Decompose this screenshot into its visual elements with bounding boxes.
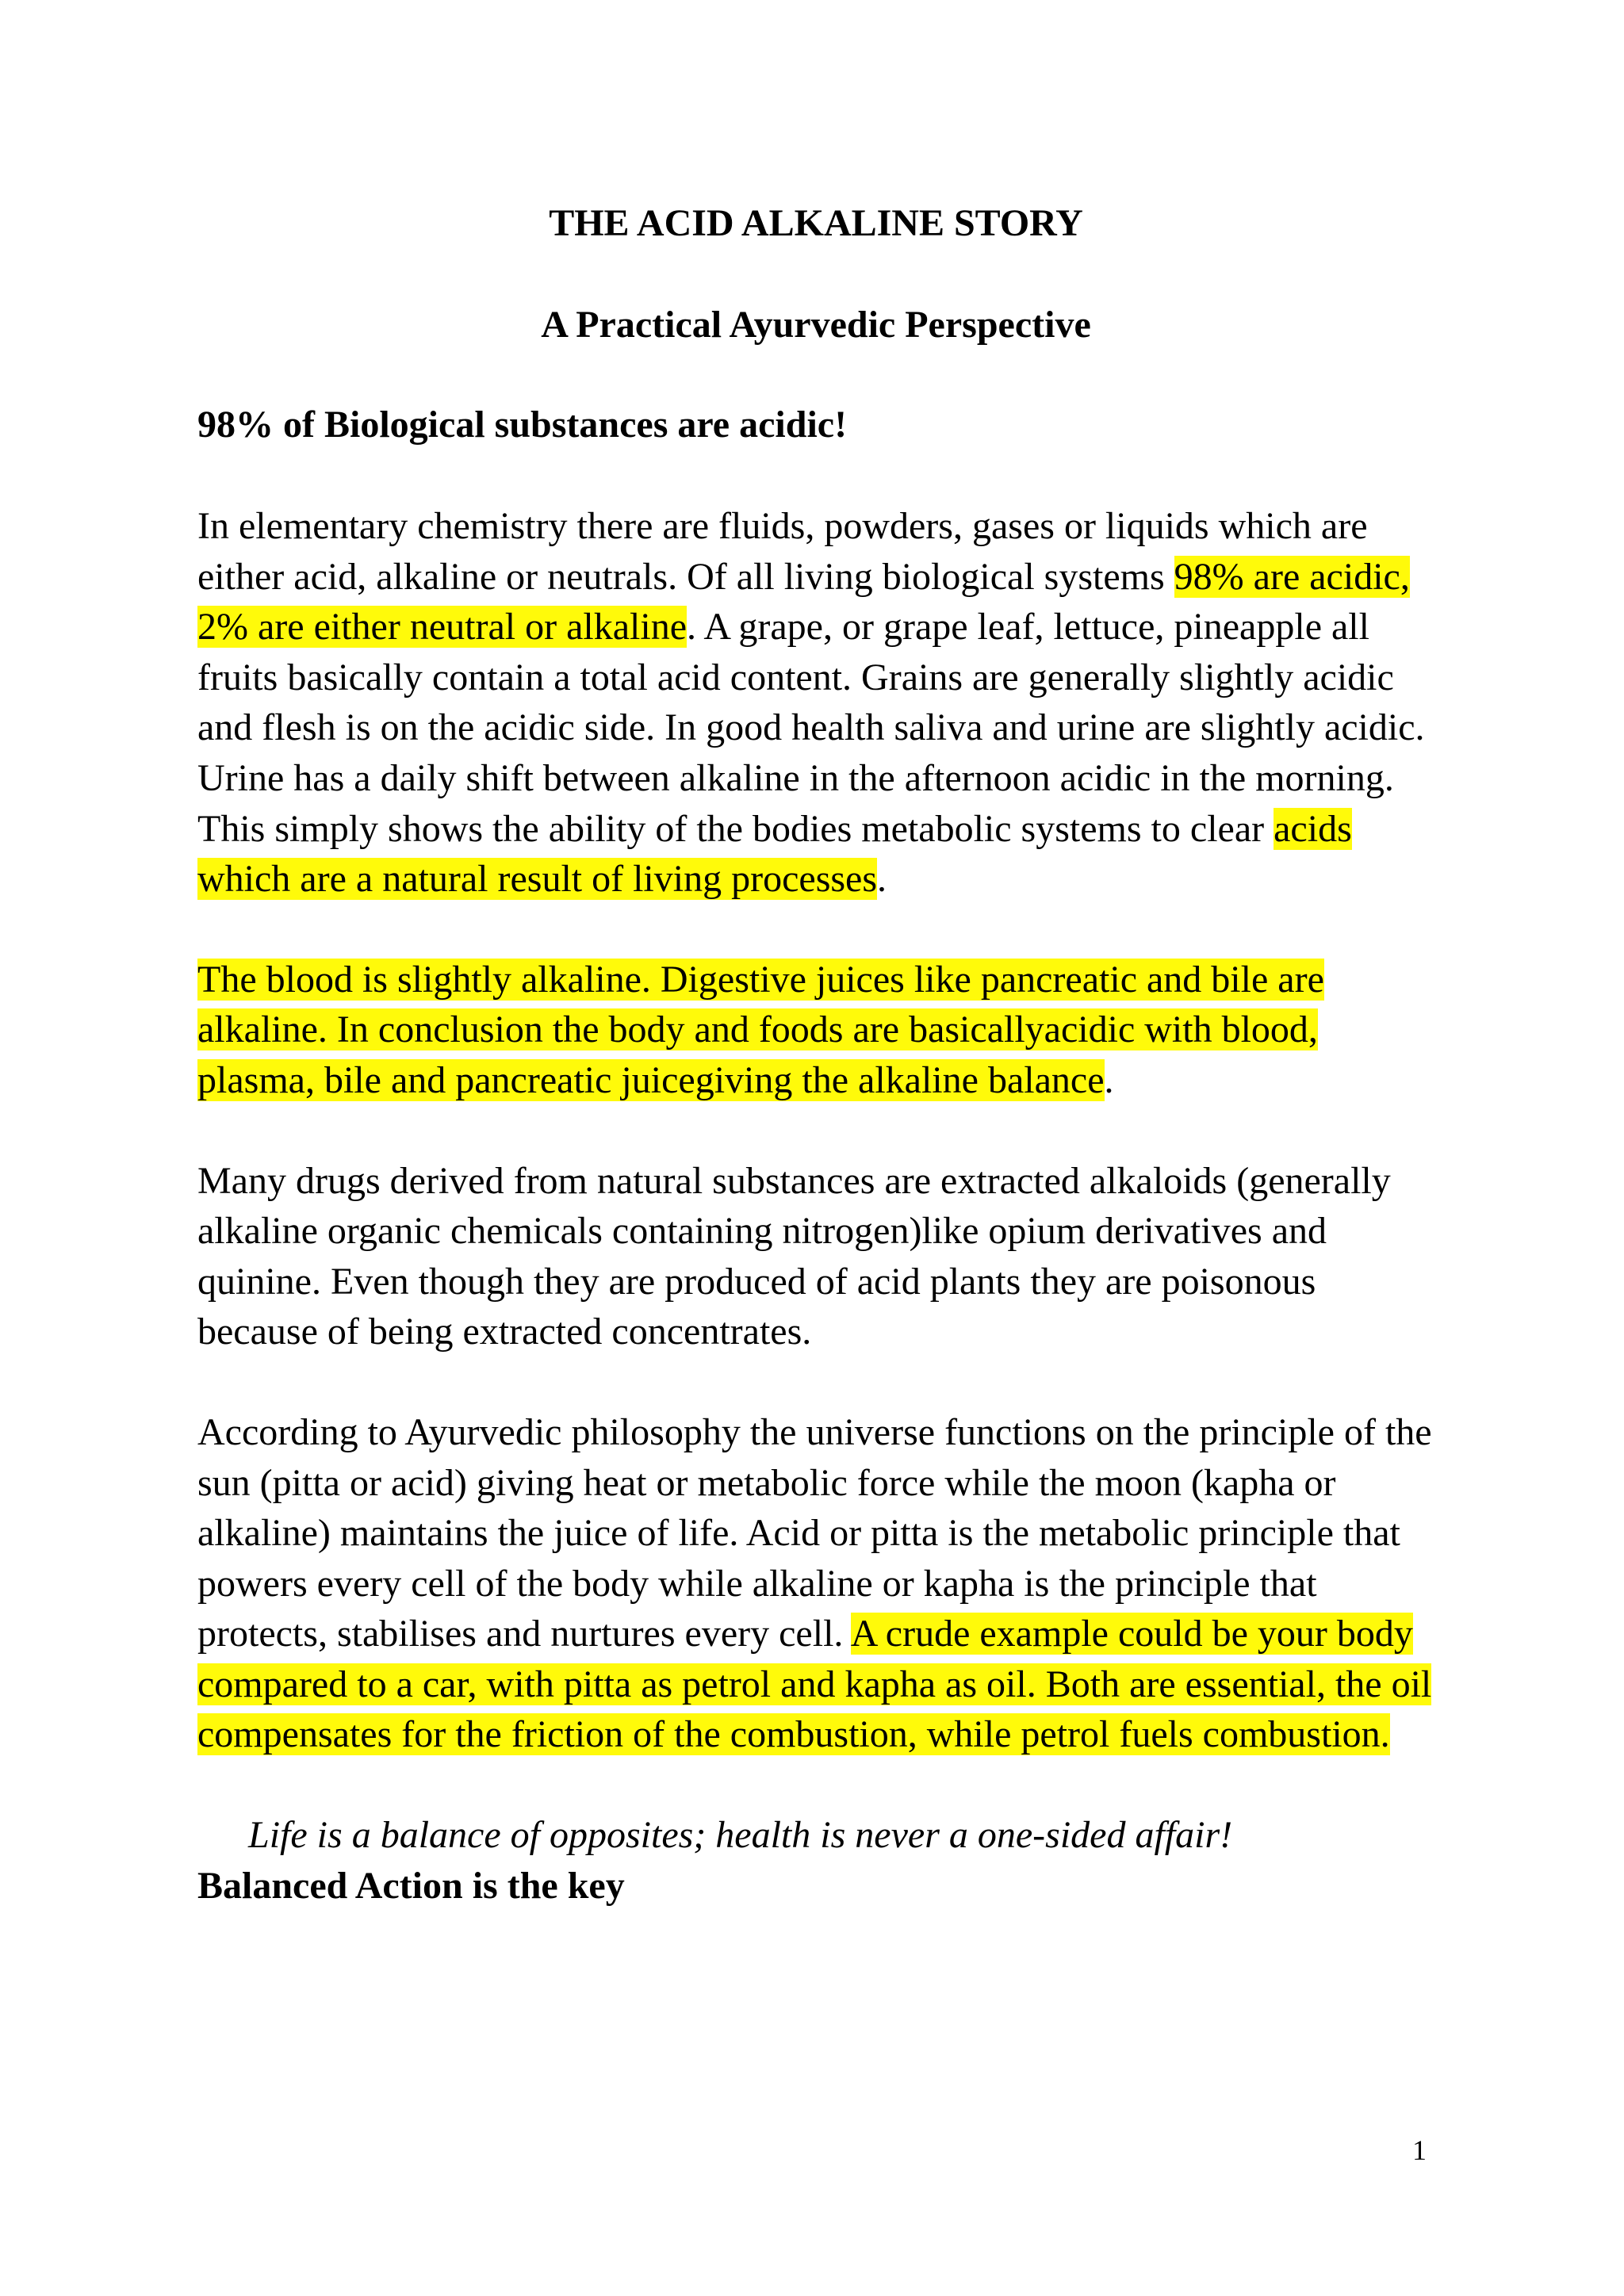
paragraph-text: . A grape, or grape leaf, lettuce, pineapple all fruits basically contain a total acid content. Grains are generally slightly acidic and flesh is on the acidic side. In good health saliva and urine are slightly acidic. Urine has a daily shift between alkaline in the afternoon acidic in the morning. This simply shows the ability of the bodies metabolic systems to clear (197, 606, 1425, 850)
document-subtitle: A Practical Ayurvedic Perspective (541, 304, 1091, 346)
highlighted-text: 98% are acidic, 2% are either neutral or alkaline (197, 555, 1410, 649)
closing-heading: Balanced Action is the key (197, 1865, 625, 1908)
document-title: THE ACID ALKALINE STORY (549, 202, 1083, 244)
page-number: 1 (1412, 2134, 1427, 2166)
paragraph-elementary-chemistry (197, 501, 1434, 905)
section-heading: 98% of Biological substances are acidic! (197, 404, 848, 446)
highlighted-text: acids which are a natural result of living processes (197, 807, 1352, 901)
paragraph-blood-alkaline (197, 955, 1434, 1106)
italic-quote: Life is a balance of opposites; health is never a one-sided affair! (248, 1814, 1233, 1857)
paragraph-text: . (1104, 1058, 1114, 1101)
paragraph-text: . (877, 858, 887, 901)
highlighted-text: The blood is slightly alkaline. Digestive juices like pancreatic and bile are alkaline. In conclusion the body and foods are basicallyacidic with blood, plasma, bile and pancreatic juicegiving the alkaline balance (197, 958, 1324, 1101)
highlighted-text: A crude example could be your body compared to a car, with pitta as petrol and kapha as oil. Both are essential, the oil compensates for the friction of the combustion, while petrol fuels combustion. (197, 1613, 1432, 1756)
document-content (197, 198, 1434, 1911)
paragraph-text: According to Ayurvedic philosophy the universe functions on the principle of the sun (pitta or acid) giving heat or metabolic force while the moon (kapha or alkaline) maintains the juice of life. Acid or pitta is the metabolic principle that powers every cell of the body while alkaline or kapha is the principle that protects, stabilises and nurtures every cell. (197, 1410, 1432, 1655)
paragraph-drugs-alkaloids: Many drugs derived from natural substances are extracted alkaloids (generally alkaline organic chemicals containing nitrogen)like opium derivatives and quinine. Even though they are produced of acid plants they are poisonous because of being extracted concentrates. (197, 1159, 1391, 1353)
paragraph-ayurvedic-philosophy (197, 1407, 1434, 1760)
paragraph-text: In elementary chemistry there are fluids, powders, gases or liquids which are either acid, alkaline or neutrals. Of all living biological systems (197, 505, 1368, 598)
